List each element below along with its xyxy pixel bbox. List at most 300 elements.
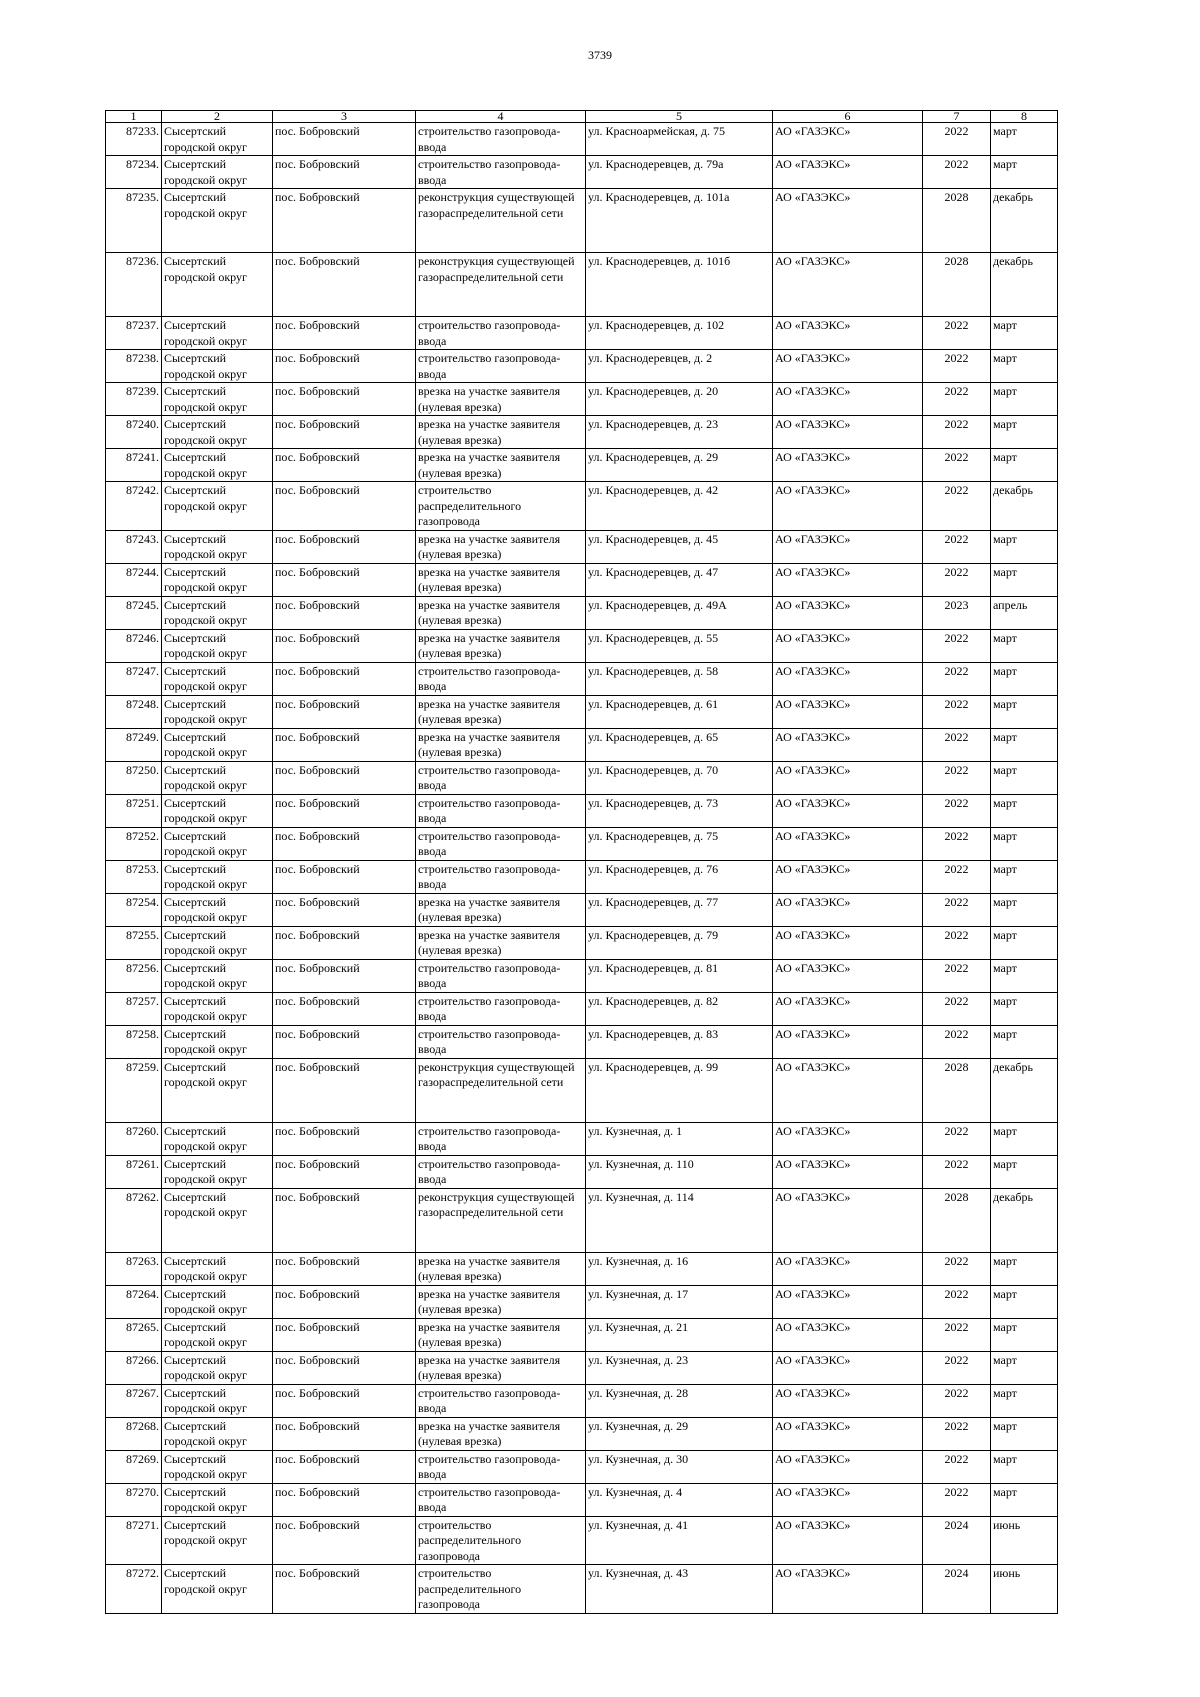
month-cell: июнь	[991, 1516, 1058, 1565]
organization-cell: АО «ГАЗЭКС»	[773, 596, 923, 629]
table-row	[106, 1351, 1058, 1384]
row-number: 87236.	[106, 253, 162, 317]
table-row	[106, 1565, 1058, 1614]
table-row	[106, 1483, 1058, 1516]
district-cell: Сысертский городской округ	[162, 629, 273, 662]
month-cell: март	[991, 350, 1058, 383]
settlement-cell: пос. Бобровский	[273, 350, 416, 383]
work-type-cell: врезка на участке заявителя (нулевая врезка)	[416, 893, 586, 926]
year-cell: 2022	[923, 794, 991, 827]
month-cell: март	[991, 156, 1058, 189]
row-number: 87260.	[106, 1122, 162, 1155]
year-cell: 2024	[923, 1565, 991, 1614]
year-cell: 2023	[923, 596, 991, 629]
month-cell: март	[991, 959, 1058, 992]
table-row	[106, 1450, 1058, 1483]
row-number: 87245.	[106, 596, 162, 629]
address-cell: ул. Кузнечная, д. 23	[586, 1351, 773, 1384]
organization-cell: АО «ГАЗЭКС»	[773, 959, 923, 992]
settlement-cell: пос. Бобровский	[273, 959, 416, 992]
month-cell: март	[991, 827, 1058, 860]
district-cell: Сысертский городской округ	[162, 1155, 273, 1188]
organization-cell: АО «ГАЗЭКС»	[773, 695, 923, 728]
year-cell: 2022	[923, 1351, 991, 1384]
month-cell: март	[991, 926, 1058, 959]
organization-cell: АО «ГАЗЭКС»	[773, 1351, 923, 1384]
district-cell: Сысертский городской округ	[162, 350, 273, 383]
row-number: 87237.	[106, 317, 162, 350]
month-cell: март	[991, 1252, 1058, 1285]
year-cell: 2022	[923, 563, 991, 596]
row-number: 87240.	[106, 416, 162, 449]
row-number: 87253.	[106, 860, 162, 893]
district-cell: Сысертский городской округ	[162, 1252, 273, 1285]
column-header: 3	[273, 111, 416, 123]
organization-cell: АО «ГАЗЭКС»	[773, 728, 923, 761]
table-row	[106, 629, 1058, 662]
year-cell: 2022	[923, 1417, 991, 1450]
row-number: 87268.	[106, 1417, 162, 1450]
district-cell: Сысертский городской округ	[162, 1565, 273, 1614]
settlement-cell: пос. Бобровский	[273, 530, 416, 563]
address-cell: ул. Краснодеревцев, д. 79	[586, 926, 773, 959]
column-header: 7	[923, 111, 991, 123]
table-row	[106, 317, 1058, 350]
year-cell: 2022	[923, 728, 991, 761]
address-cell: ул. Краснодеревцев, д. 73	[586, 794, 773, 827]
settlement-cell: пос. Бобровский	[273, 317, 416, 350]
organization-cell: АО «ГАЗЭКС»	[773, 189, 923, 253]
row-number: 87267.	[106, 1384, 162, 1417]
address-cell: ул. Кузнечная, д. 41	[586, 1516, 773, 1565]
page-number: 3739	[588, 48, 612, 62]
row-number: 87255.	[106, 926, 162, 959]
organization-cell: АО «ГАЗЭКС»	[773, 629, 923, 662]
work-type-cell: строительство газопровода-ввода	[416, 992, 586, 1025]
settlement-cell: пос. Бобровский	[273, 1155, 416, 1188]
row-number: 87259.	[106, 1058, 162, 1122]
month-cell: март	[991, 893, 1058, 926]
year-cell: 2022	[923, 123, 991, 156]
district-cell: Сысертский городской округ	[162, 1516, 273, 1565]
organization-cell: АО «ГАЗЭКС»	[773, 482, 923, 531]
address-cell: ул. Краснодеревцев, д. 81	[586, 959, 773, 992]
district-cell: Сысертский городской округ	[162, 156, 273, 189]
month-cell: март	[991, 794, 1058, 827]
work-type-cell: врезка на участке заявителя (нулевая врезка)	[416, 1351, 586, 1384]
month-cell: март	[991, 1318, 1058, 1351]
address-cell: ул. Кузнечная, д. 30	[586, 1450, 773, 1483]
settlement-cell: пос. Бобровский	[273, 695, 416, 728]
work-type-cell: врезка на участке заявителя (нулевая врезка)	[416, 530, 586, 563]
address-cell: ул. Красноармейская, д. 75	[586, 123, 773, 156]
table-row	[106, 926, 1058, 959]
address-cell: ул. Кузнечная, д. 16	[586, 1252, 773, 1285]
work-type-cell: врезка на участке заявителя (нулевая врезка)	[416, 1318, 586, 1351]
district-cell: Сысертский городской округ	[162, 1058, 273, 1122]
month-cell: март	[991, 416, 1058, 449]
organization-cell: АО «ГАЗЭКС»	[773, 926, 923, 959]
address-cell: ул. Краснодеревцев, д. 23	[586, 416, 773, 449]
address-cell: ул. Краснодеревцев, д. 75	[586, 827, 773, 860]
address-cell: ул. Краснодеревцев, д. 47	[586, 563, 773, 596]
work-type-cell: строительство газопровода-ввода	[416, 350, 586, 383]
district-cell: Сысертский городской округ	[162, 1351, 273, 1384]
table-row	[106, 959, 1058, 992]
organization-cell: АО «ГАЗЭКС»	[773, 449, 923, 482]
row-number: 87252.	[106, 827, 162, 860]
row-number: 87243.	[106, 530, 162, 563]
settlement-cell: пос. Бобровский	[273, 416, 416, 449]
year-cell: 2022	[923, 926, 991, 959]
work-type-cell: строительство газопровода-ввода	[416, 1122, 586, 1155]
row-number: 87254.	[106, 893, 162, 926]
month-cell: март	[991, 1417, 1058, 1450]
settlement-cell: пос. Бобровский	[273, 563, 416, 596]
settlement-cell: пос. Бобровский	[273, 596, 416, 629]
year-cell: 2022	[923, 416, 991, 449]
organization-cell: АО «ГАЗЭКС»	[773, 662, 923, 695]
table-row	[106, 482, 1058, 531]
table-row	[106, 123, 1058, 156]
settlement-cell: пос. Бобровский	[273, 662, 416, 695]
gasification-table	[105, 110, 1058, 1614]
month-cell: март	[991, 1384, 1058, 1417]
district-cell: Сысертский городской округ	[162, 761, 273, 794]
row-number: 87250.	[106, 761, 162, 794]
row-number: 87263.	[106, 1252, 162, 1285]
district-cell: Сысертский городской округ	[162, 189, 273, 253]
settlement-cell: пос. Бобровский	[273, 253, 416, 317]
month-cell: март	[991, 1483, 1058, 1516]
work-type-cell: врезка на участке заявителя (нулевая врезка)	[416, 1285, 586, 1318]
column-header: 6	[773, 111, 923, 123]
row-number: 87272.	[106, 1565, 162, 1614]
month-cell: март	[991, 728, 1058, 761]
month-cell: март	[991, 383, 1058, 416]
row-number: 87264.	[106, 1285, 162, 1318]
organization-cell: АО «ГАЗЭКС»	[773, 1188, 923, 1252]
organization-cell: АО «ГАЗЭКС»	[773, 383, 923, 416]
district-cell: Сысертский городской округ	[162, 1318, 273, 1351]
year-cell: 2022	[923, 156, 991, 189]
row-number: 87242.	[106, 482, 162, 531]
work-type-cell: строительство газопровода-ввода	[416, 959, 586, 992]
work-type-cell: строительство газопровода-ввода	[416, 1384, 586, 1417]
table-row	[106, 827, 1058, 860]
table-row	[106, 1025, 1058, 1058]
year-cell: 2024	[923, 1516, 991, 1565]
address-cell: ул. Кузнечная, д. 17	[586, 1285, 773, 1318]
settlement-cell: пос. Бобровский	[273, 1417, 416, 1450]
month-cell: март	[991, 1025, 1058, 1058]
row-number: 87235.	[106, 189, 162, 253]
row-number: 87261.	[106, 1155, 162, 1188]
month-cell: декабрь	[991, 1058, 1058, 1122]
organization-cell: АО «ГАЗЭКС»	[773, 530, 923, 563]
year-cell: 2022	[923, 1450, 991, 1483]
settlement-cell: пос. Бобровский	[273, 761, 416, 794]
address-cell: ул. Кузнечная, д. 110	[586, 1155, 773, 1188]
year-cell: 2022	[923, 1155, 991, 1188]
table-row	[106, 189, 1058, 253]
address-cell: ул. Краснодеревцев, д. 83	[586, 1025, 773, 1058]
row-number: 87241.	[106, 449, 162, 482]
work-type-cell: реконструкция существующей газораспределительной сети	[416, 1188, 586, 1252]
settlement-cell: пос. Бобровский	[273, 1318, 416, 1351]
month-cell: март	[991, 1450, 1058, 1483]
month-cell: март	[991, 317, 1058, 350]
year-cell: 2022	[923, 1025, 991, 1058]
district-cell: Сысертский городской округ	[162, 317, 273, 350]
month-cell: март	[991, 629, 1058, 662]
district-cell: Сысертский городской округ	[162, 1122, 273, 1155]
settlement-cell: пос. Бобровский	[273, 794, 416, 827]
month-cell: декабрь	[991, 1188, 1058, 1252]
organization-cell: АО «ГАЗЭКС»	[773, 1450, 923, 1483]
settlement-cell: пос. Бобровский	[273, 1058, 416, 1122]
organization-cell: АО «ГАЗЭКС»	[773, 1285, 923, 1318]
address-cell: ул. Кузнечная, д. 29	[586, 1417, 773, 1450]
table-row	[106, 1384, 1058, 1417]
work-type-cell: врезка на участке заявителя (нулевая врезка)	[416, 449, 586, 482]
year-cell: 2022	[923, 383, 991, 416]
settlement-cell: пос. Бобровский	[273, 1516, 416, 1565]
table-row	[106, 1058, 1058, 1122]
year-cell: 2022	[923, 629, 991, 662]
settlement-cell: пос. Бобровский	[273, 123, 416, 156]
work-type-cell: врезка на участке заявителя (нулевая врезка)	[416, 383, 586, 416]
table-row	[106, 449, 1058, 482]
table-row	[106, 1516, 1058, 1565]
year-cell: 2022	[923, 350, 991, 383]
year-cell: 2022	[923, 1252, 991, 1285]
table-row	[106, 383, 1058, 416]
month-cell: март	[991, 1155, 1058, 1188]
address-cell: ул. Краснодеревцев, д. 70	[586, 761, 773, 794]
month-cell: март	[991, 662, 1058, 695]
row-number: 87238.	[106, 350, 162, 383]
row-number: 87239.	[106, 383, 162, 416]
month-cell: декабрь	[991, 482, 1058, 531]
work-type-cell: строительство газопровода-ввода	[416, 1450, 586, 1483]
table-row	[106, 416, 1058, 449]
settlement-cell: пос. Бобровский	[273, 992, 416, 1025]
district-cell: Сысертский городской округ	[162, 926, 273, 959]
work-type-cell: реконструкция существующей газораспределительной сети	[416, 189, 586, 253]
column-header: 4	[416, 111, 586, 123]
work-type-cell: строительство газопровода-ввода	[416, 761, 586, 794]
district-cell: Сысертский городской округ	[162, 695, 273, 728]
organization-cell: АО «ГАЗЭКС»	[773, 1565, 923, 1614]
settlement-cell: пос. Бобровский	[273, 1285, 416, 1318]
work-type-cell: строительство распределительного газопровода	[416, 482, 586, 531]
table-row	[106, 794, 1058, 827]
organization-cell: АО «ГАЗЭКС»	[773, 1155, 923, 1188]
table-row	[106, 596, 1058, 629]
year-cell: 2022	[923, 1483, 991, 1516]
work-type-cell: врезка на участке заявителя (нулевая врезка)	[416, 695, 586, 728]
year-cell: 2022	[923, 482, 991, 531]
address-cell: ул. Краснодеревцев, д. 101а	[586, 189, 773, 253]
row-number: 87233.	[106, 123, 162, 156]
address-cell: ул. Кузнечная, д. 43	[586, 1565, 773, 1614]
address-cell: ул. Краснодеревцев, д. 42	[586, 482, 773, 531]
district-cell: Сысертский городской округ	[162, 959, 273, 992]
district-cell: Сысертский городской округ	[162, 1188, 273, 1252]
month-cell: март	[991, 1285, 1058, 1318]
row-number: 87266.	[106, 1351, 162, 1384]
year-cell: 2022	[923, 1285, 991, 1318]
settlement-cell: пос. Бобровский	[273, 728, 416, 761]
table-row	[106, 1122, 1058, 1155]
address-cell: ул. Кузнечная, д. 1	[586, 1122, 773, 1155]
year-cell: 2022	[923, 992, 991, 1025]
address-cell: ул. Краснодеревцев, д. 20	[586, 383, 773, 416]
organization-cell: АО «ГАЗЭКС»	[773, 1483, 923, 1516]
settlement-cell: пос. Бобровский	[273, 156, 416, 189]
work-type-cell: строительство газопровода-ввода	[416, 860, 586, 893]
work-type-cell: строительство газопровода-ввода	[416, 156, 586, 189]
address-cell: ул. Краснодеревцев, д. 2	[586, 350, 773, 383]
month-cell: декабрь	[991, 253, 1058, 317]
district-cell: Сысертский городской округ	[162, 827, 273, 860]
column-header: 5	[586, 111, 773, 123]
year-cell: 2022	[923, 695, 991, 728]
month-cell: март	[991, 1122, 1058, 1155]
table-row	[106, 1417, 1058, 1450]
month-cell: март	[991, 123, 1058, 156]
address-cell: ул. Краснодеревцев, д. 77	[586, 893, 773, 926]
district-cell: Сысертский городской округ	[162, 1450, 273, 1483]
district-cell: Сысертский городской округ	[162, 1285, 273, 1318]
settlement-cell: пос. Бобровский	[273, 189, 416, 253]
table-row	[106, 350, 1058, 383]
row-number: 87247.	[106, 662, 162, 695]
district-cell: Сысертский городской округ	[162, 253, 273, 317]
year-cell: 2022	[923, 959, 991, 992]
table-header	[106, 111, 1058, 123]
district-cell: Сысертский городской округ	[162, 662, 273, 695]
column-header: 2	[162, 111, 273, 123]
work-type-cell: строительство газопровода-ввода	[416, 662, 586, 695]
address-cell: ул. Краснодеревцев, д. 99	[586, 1058, 773, 1122]
year-cell: 2028	[923, 189, 991, 253]
settlement-cell: пос. Бобровский	[273, 1252, 416, 1285]
settlement-cell: пос. Бобровский	[273, 860, 416, 893]
work-type-cell: врезка на участке заявителя (нулевая врезка)	[416, 1417, 586, 1450]
month-cell: июнь	[991, 1565, 1058, 1614]
district-cell: Сысертский городской округ	[162, 1417, 273, 1450]
settlement-cell: пос. Бобровский	[273, 1025, 416, 1058]
table-row	[106, 893, 1058, 926]
district-cell: Сысертский городской округ	[162, 383, 273, 416]
organization-cell: АО «ГАЗЭКС»	[773, 1516, 923, 1565]
table-row	[106, 1318, 1058, 1351]
work-type-cell: врезка на участке заявителя (нулевая врезка)	[416, 416, 586, 449]
row-number: 87248.	[106, 695, 162, 728]
work-type-cell: реконструкция существующей газораспределительной сети	[416, 1058, 586, 1122]
organization-cell: АО «ГАЗЭКС»	[773, 317, 923, 350]
table-row	[106, 1252, 1058, 1285]
row-number: 87271.	[106, 1516, 162, 1565]
row-number: 87256.	[106, 959, 162, 992]
district-cell: Сысертский городской округ	[162, 1483, 273, 1516]
table-row	[106, 1155, 1058, 1188]
settlement-cell: пос. Бобровский	[273, 1565, 416, 1614]
table-row	[106, 1285, 1058, 1318]
organization-cell: АО «ГАЗЭКС»	[773, 253, 923, 317]
year-cell: 2028	[923, 253, 991, 317]
table-row	[106, 1188, 1058, 1252]
address-cell: ул. Кузнечная, д. 4	[586, 1483, 773, 1516]
organization-cell: АО «ГАЗЭКС»	[773, 761, 923, 794]
row-number: 87258.	[106, 1025, 162, 1058]
address-cell: ул. Краснодеревцев, д. 55	[586, 629, 773, 662]
work-type-cell: строительство распределительного газопровода	[416, 1565, 586, 1614]
organization-cell: АО «ГАЗЭКС»	[773, 416, 923, 449]
district-cell: Сысертский городской округ	[162, 794, 273, 827]
month-cell: март	[991, 1351, 1058, 1384]
row-number: 87244.	[106, 563, 162, 596]
table-row	[106, 530, 1058, 563]
work-type-cell: врезка на участке заявителя (нулевая врезка)	[416, 629, 586, 662]
organization-cell: АО «ГАЗЭКС»	[773, 1252, 923, 1285]
month-cell: март	[991, 695, 1058, 728]
table-row	[106, 992, 1058, 1025]
year-cell: 2022	[923, 893, 991, 926]
settlement-cell: пос. Бобровский	[273, 1450, 416, 1483]
district-cell: Сысертский городской округ	[162, 1384, 273, 1417]
month-cell: март	[991, 860, 1058, 893]
organization-cell: АО «ГАЗЭКС»	[773, 1417, 923, 1450]
organization-cell: АО «ГАЗЭКС»	[773, 860, 923, 893]
district-cell: Сысертский городской округ	[162, 596, 273, 629]
district-cell: Сысертский городской округ	[162, 530, 273, 563]
year-cell: 2022	[923, 1318, 991, 1351]
address-cell: ул. Краснодеревцев, д. 82	[586, 992, 773, 1025]
work-type-cell: врезка на участке заявителя (нулевая врезка)	[416, 596, 586, 629]
year-cell: 2022	[923, 827, 991, 860]
settlement-cell: пос. Бобровский	[273, 893, 416, 926]
column-header: 1	[106, 111, 162, 123]
settlement-cell: пос. Бобровский	[273, 1122, 416, 1155]
address-cell: ул. Краснодеревцев, д. 65	[586, 728, 773, 761]
table-row	[106, 563, 1058, 596]
month-cell: март	[991, 449, 1058, 482]
work-type-cell: строительство газопровода-ввода	[416, 123, 586, 156]
organization-cell: АО «ГАЗЭКС»	[773, 827, 923, 860]
table-row	[106, 156, 1058, 189]
district-cell: Сысертский городской округ	[162, 563, 273, 596]
year-cell: 2022	[923, 761, 991, 794]
month-cell: март	[991, 530, 1058, 563]
year-cell: 2022	[923, 1122, 991, 1155]
row-number: 87270.	[106, 1483, 162, 1516]
table-row	[106, 761, 1058, 794]
row-number: 87234.	[106, 156, 162, 189]
district-cell: Сысертский городской округ	[162, 1025, 273, 1058]
work-type-cell: реконструкция существующей газораспределительной сети	[416, 253, 586, 317]
year-cell: 2022	[923, 662, 991, 695]
year-cell: 2028	[923, 1188, 991, 1252]
work-type-cell: строительство газопровода-ввода	[416, 827, 586, 860]
year-cell: 2028	[923, 1058, 991, 1122]
organization-cell: АО «ГАЗЭКС»	[773, 1025, 923, 1058]
organization-cell: АО «ГАЗЭКС»	[773, 563, 923, 596]
work-type-cell: строительство газопровода-ввода	[416, 794, 586, 827]
organization-cell: АО «ГАЗЭКС»	[773, 992, 923, 1025]
